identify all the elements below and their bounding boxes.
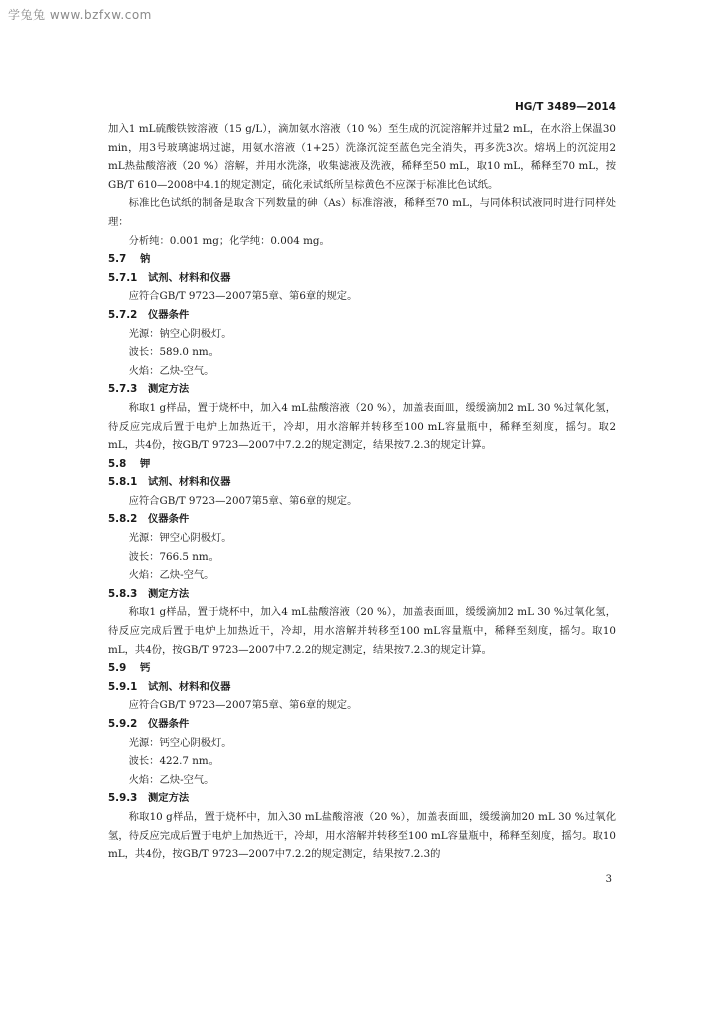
condition-flame: 火焰：乙炔-空气。 xyxy=(128,364,215,377)
paragraph: 称取1 g样品，置于烧杯中，加入4 mL盐酸溶液（20 %），加盖表面皿，缓缓滴加2 mL 30 %过氧化氢，待反应完成后置于电炉上加热近干，冷却，用水溶解并转移至100 mL容量瓶中，稀释至刻度，摇匀。取2 mL，共4份，按GB/T 9723—2007中7.2.2的规定测定，结果按7.2.3的规定计算。 xyxy=(108,401,616,452)
section-heading-5-8 xyxy=(108,455,616,474)
watermark-text: 学兔兔 www.bzfxw.com xyxy=(8,8,152,22)
intro-paragraph-1: 加入1 mL硫酸铁铵溶液（15 g/L），滴加氨水溶液（10 %）至生成的沉淀溶解并过量2 mL，在水浴上保温30 min，用3号玻璃滤埚过滤，用氨水溶液（1+25）洗涤沉淀至蓝色完全消失，再多洗3次。熔埚上的沉淀用2 mL热盐酸溶液（20 %）溶解，并用水洗涤，收集滤液及洗液，稀释至50 mL，取10 mL，稀释至70 mL，按GB/T 610—2008中4.1的规定测定，硫化汞试纸所呈棕黄色不应深于标准比色试纸。 xyxy=(108,123,616,191)
condition-flame: 火焰：乙炔-空气。 xyxy=(128,569,215,582)
intro-paragraph-3: 分析纯：0.001 mg；化学纯：0.004 mg。 xyxy=(128,234,330,247)
condition-light-source: 光源：钾空心阴极灯。 xyxy=(128,532,232,545)
subsection-number: 5.8.2 xyxy=(108,513,138,526)
subsection-heading-5-7-2 xyxy=(108,306,616,325)
subsection-number: 5.7.3 xyxy=(108,383,138,396)
subsection-heading-5-8-1 xyxy=(108,473,616,492)
section-number: 5.7 xyxy=(108,253,127,266)
section-title: 钙 xyxy=(140,662,151,675)
subsection-title: 测定方法 xyxy=(148,383,190,396)
subsection-heading-5-9-1 xyxy=(108,678,616,697)
subsection-title: 试剂、材料和仪器 xyxy=(148,476,231,489)
paragraph: 称取10 g样品，置于烧杯中，加入30 mL盐酸溶液（20 %），加盖表面皿，缓缓滴加20 mL 30 %过氧化氢，待反应完成后置于电炉上加热近干，冷却，用水溶解并转移至100 mL容量瓶中，稀释至刻度，摇匀。取10 mL，共4份，按GB/T 9723—2007中7.2.2的规定测定，结果按7.2.3的 xyxy=(108,810,616,861)
condition-light-source: 光源：钙空心阴极灯。 xyxy=(128,736,232,749)
condition-wavelength: 波长：766.5 nm。 xyxy=(128,550,219,563)
subsection-number: 5.9.3 xyxy=(108,792,138,805)
section-title: 钠 xyxy=(140,253,151,266)
subsection-title: 测定方法 xyxy=(148,587,190,600)
subsection-heading-5-7-3 xyxy=(108,380,616,399)
condition-wavelength: 波长：589.0 nm。 xyxy=(128,346,219,359)
intro-paragraph-2: 标准比色试纸的制备是取含下列数量的砷（As）标准溶液，稀释至70 mL，与同体积试液同时进行同样处理： xyxy=(108,197,616,228)
section-number: 5.8 xyxy=(108,457,127,470)
subsection-heading-5-9-2 xyxy=(108,715,616,734)
subsection-number: 5.8.3 xyxy=(108,587,138,600)
subsection-number: 5.7.2 xyxy=(108,308,138,321)
section-heading-5-7 xyxy=(108,250,616,269)
subsection-title: 仪器条件 xyxy=(148,718,190,730)
subsection-title: 仪器条件 xyxy=(148,308,190,321)
page-number: 3 xyxy=(605,874,612,885)
section-number: 5.9 xyxy=(108,662,127,675)
paragraph: 应符合GB/T 9723—2007第5章、第6章的规定。 xyxy=(128,699,358,712)
paragraph: 应符合GB/T 9723—2007第5章、第6章的规定。 xyxy=(128,290,358,303)
subsection-number: 5.9.1 xyxy=(108,680,138,693)
subsection-heading-5-7-1 xyxy=(108,269,616,288)
condition-wavelength: 波长：422.7 nm。 xyxy=(128,755,219,768)
section-heading-5-9 xyxy=(108,659,616,678)
subsection-number: 5.7.1 xyxy=(108,271,138,284)
subsection-title: 仪器条件 xyxy=(148,513,190,526)
paragraph: 应符合GB/T 9723—2007第5章、第6章的规定。 xyxy=(128,494,358,507)
subsection-number: 5.9.2 xyxy=(108,718,138,730)
standard-code: HG/T 3489—2014 xyxy=(514,101,616,113)
document-body xyxy=(108,120,616,864)
subsection-title: 测定方法 xyxy=(148,792,190,805)
condition-light-source: 光源：钠空心阴极灯。 xyxy=(128,327,232,340)
condition-flame: 火焰：乙炔-空气。 xyxy=(128,773,215,786)
subsection-heading-5-8-2 xyxy=(108,510,616,529)
subsection-title: 试剂、材料和仪器 xyxy=(148,680,231,693)
subsection-heading-5-9-3 xyxy=(108,789,616,808)
subsection-number: 5.8.1 xyxy=(108,476,138,489)
section-title: 钾 xyxy=(140,457,151,470)
subsection-title: 试剂、材料和仪器 xyxy=(148,271,231,284)
paragraph: 称取1 g样品，置于烧杯中，加入4 mL盐酸溶液（20 %），加盖表面皿，缓缓滴加2 mL 30 %过氧化氢，待反应完成后置于电炉上加热近干，冷却，用水溶解并转移至100 mL容量瓶中，稀释至刻度，摇匀。取10 mL，共4份，按GB/T 9723—2007中7.2.2的规定测定，结果按7.2.3的规定计算。 xyxy=(108,606,616,656)
subsection-heading-5-8-3 xyxy=(108,585,616,604)
